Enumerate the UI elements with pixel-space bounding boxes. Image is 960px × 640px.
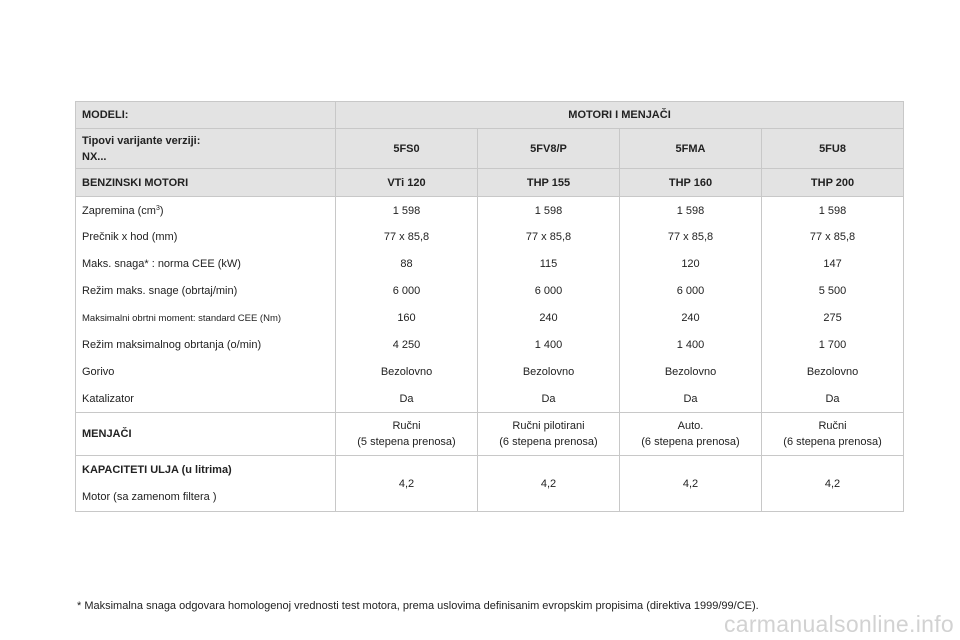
row-label: Režim maksimalnog obrtanja (o/min)	[82, 339, 262, 351]
cell-value: 77 x 85,8	[762, 224, 904, 251]
table-row	[76, 197, 904, 224]
oil-value: 4,2	[478, 456, 620, 512]
cell-value: 5 500	[762, 278, 904, 305]
variant-cell: 5FS0	[336, 129, 478, 169]
engine-cell: THP 155	[478, 169, 620, 197]
cell-value: 1 700	[762, 332, 904, 359]
variants-label-line2: NX...	[82, 150, 107, 163]
models-label: MODELI:	[82, 109, 129, 121]
cell-value: 77 x 85,8	[336, 224, 478, 251]
gearbox-cell: Ručni (6 stepena prenosa)	[762, 413, 904, 456]
cell-value: Da	[620, 386, 762, 413]
variants-label	[76, 129, 336, 169]
table-row	[76, 386, 904, 413]
footnote: * Maksimalna snaga odgovara homologenoj vrednosti test motora, prema uslovima definisanim evropskim propisima (direktiva 1999/99/CE).	[77, 600, 759, 612]
cell-value: 77 x 85,8	[478, 224, 620, 251]
cell-value: Bezolovno	[620, 359, 762, 386]
cell-value: 1 598	[336, 197, 478, 224]
cell-value: 6 000	[478, 278, 620, 305]
row-label: Katalizator	[82, 392, 134, 405]
cell-value: Da	[762, 386, 904, 413]
petrol-engines-row	[76, 169, 904, 197]
table-row	[76, 251, 904, 278]
cell-value: 120	[620, 251, 762, 278]
row-label: Režim maks. snage (obrtaj/min)	[82, 285, 238, 297]
gearbox-row	[76, 413, 904, 456]
row-label: Zapremina $(cm^3)$	[82, 205, 164, 218]
models-header-row	[76, 102, 904, 129]
cell-value: 6 000	[336, 278, 478, 305]
engine-cell: VTi 120	[336, 169, 478, 197]
cell-value: 160	[336, 305, 478, 332]
cell-value: 6 000	[620, 278, 762, 305]
row-label: Gorivo	[82, 366, 115, 378]
variant-cell: 5FMA	[620, 129, 762, 169]
cell-value: 1 598	[620, 197, 762, 224]
watermark: carmanualsonline.info	[723, 611, 954, 637]
engine-cell: THP 160	[620, 169, 762, 197]
cell-value: 275	[762, 305, 904, 332]
oil-capacity-labels	[76, 456, 336, 512]
cell-value: 240	[620, 305, 762, 332]
cell-value: Bezolovno	[762, 359, 904, 386]
oil-row-label: Motor (sa zamenom filtera )	[82, 490, 217, 503]
table-row	[76, 278, 904, 305]
row-label: Maksimalni obrtni moment: standard CEE (Nm)	[82, 312, 282, 324]
cell-value: 4 250	[336, 332, 478, 359]
cell-value: 1 400	[620, 332, 762, 359]
gearbox-cell: Ručni (5 stepena prenosa)	[336, 413, 478, 456]
variants-row	[76, 129, 904, 169]
gearbox-label: MENJAČI	[82, 428, 132, 440]
gearbox-cell: Auto. (6 stepena prenosa)	[620, 413, 762, 456]
oil-value: 4,2	[620, 456, 762, 512]
cell-value: 1 400	[478, 332, 620, 359]
table-row	[76, 332, 904, 359]
oil-capacity-row	[76, 456, 904, 512]
engines-title: MOTORI I MENJAČI	[336, 102, 904, 129]
cell-value: 147	[762, 251, 904, 278]
cell-value: 88	[336, 251, 478, 278]
cell-value: Da	[336, 386, 478, 413]
cell-value: 240	[478, 305, 620, 332]
variant-cell: 5FV8/P	[478, 129, 620, 169]
cell-value: Bezolovno	[336, 359, 478, 386]
gearbox-cell: Ručni pilotirani (6 stepena prenosa)	[478, 413, 620, 456]
oil-capacity-title: KAPACITETI ULJA (u litrima)	[82, 463, 232, 476]
cell-value: 1 598	[478, 197, 620, 224]
row-label: Prečnik x hod (mm)	[82, 231, 178, 243]
oil-value: 4,2	[336, 456, 478, 512]
variants-label-line1: Tipovi varijante verziji:	[82, 134, 201, 147]
engine-cell: THP 200	[762, 169, 904, 197]
cell-value: Da	[478, 386, 620, 413]
table-row	[76, 305, 904, 332]
oil-value: 4,2	[762, 456, 904, 512]
row-label: Maks. snaga* : norma CEE (kW)	[82, 258, 241, 270]
engine-spec-table	[75, 101, 904, 512]
cell-value: Bezolovno	[478, 359, 620, 386]
cell-value: 115	[478, 251, 620, 278]
cell-value: 1 598	[762, 197, 904, 224]
table-row	[76, 359, 904, 386]
cell-value: 77 x 85,8	[620, 224, 762, 251]
petrol-label: BENZINSKI MOTORI	[82, 176, 189, 189]
table-row	[76, 224, 904, 251]
variant-cell: 5FU8	[762, 129, 904, 169]
